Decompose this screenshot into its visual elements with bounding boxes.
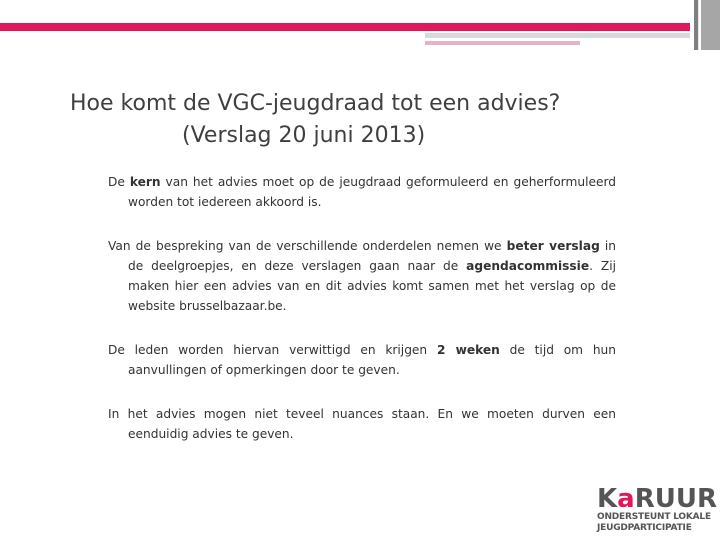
paragraph-2-bold-a: beter verslag <box>506 239 600 253</box>
logo-letters-ruur: RUUR <box>634 484 717 514</box>
paragraph-2-text-c: . Zij maken hier een advies van en dit advies komt samen met het verslag op de website brusselbazaar.be. <box>128 259 616 313</box>
logo-letter-k: K <box>597 484 618 514</box>
paragraph-1 <box>108 172 616 212</box>
paragraph-4-text-a: In het advies mogen niet teveel nuances staan. En we moeten durven een eenduidig advies te geven. <box>108 407 616 441</box>
paragraph-4 <box>108 404 616 444</box>
paragraph-3-text-b: de tijd om hun aanvullingen of opmerkingen door te geven. <box>128 343 617 377</box>
slide-title-line1: Hoe komt de VGC-jeugdraad tot een advies? <box>70 91 561 116</box>
slide-body <box>108 172 616 444</box>
paragraph-3 <box>108 340 616 380</box>
paragraph-1-bold-a: kern <box>129 175 161 189</box>
corner-bar-line <box>698 0 699 50</box>
slide-title <box>70 88 690 152</box>
logo-letter-a: a <box>617 484 635 514</box>
logo-tagline-1: ONDERSTEUNT LOKALE <box>597 512 711 522</box>
slide-title-line2: (Verslag 20 juni 2013) <box>182 123 426 148</box>
paragraph-2-text-b: in de deelgroepjes, en deze verslagen gaan naar de <box>128 239 616 273</box>
top-accent-bar <box>0 23 690 31</box>
paragraph-2 <box>108 236 616 316</box>
paragraph-1-text-b: van het advies moet op de jeugdraad geformuleerd en geherformuleerd worden tot iedereen akkoord is. <box>128 175 616 209</box>
paragraph-3-text-a: De leden worden hiervan verwittigd en krijgen <box>108 343 437 357</box>
karuur-logo <box>597 486 719 540</box>
paragraph-2-bold-b: agendacommissie <box>466 259 590 273</box>
top-gray-bar <box>425 33 690 38</box>
paragraph-3-bold-a: 2 weken <box>436 343 500 357</box>
logo-tagline-2: JEUGDPARTICIPATIE <box>597 523 692 533</box>
paragraph-2-text-a: Van de bespreking van de verschillende onderdelen nemen we <box>108 239 507 253</box>
top-white-band <box>0 0 690 22</box>
top-pink-thin-bar <box>425 41 580 45</box>
paragraph-1-text-a: De <box>108 175 130 189</box>
corner-bar-light <box>701 0 720 50</box>
logo-wordmark <box>597 486 719 512</box>
